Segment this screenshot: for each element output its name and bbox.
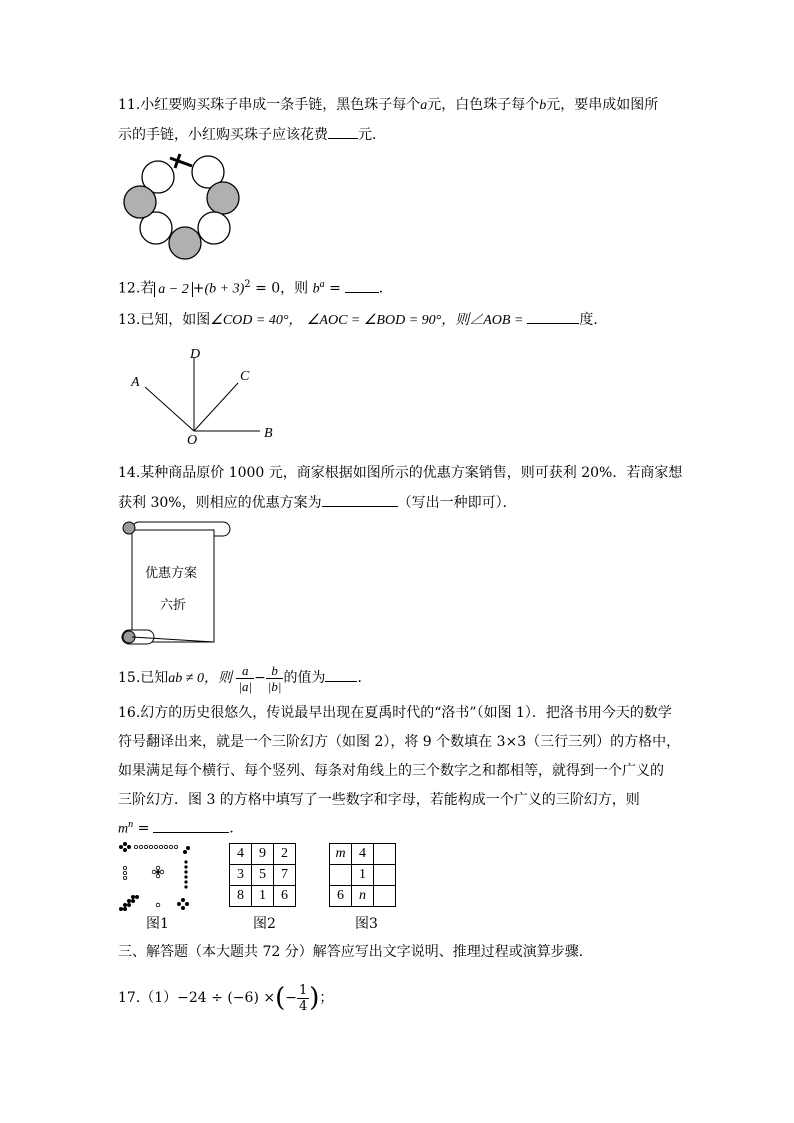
scroll-title: 优惠方案	[145, 566, 198, 581]
bead-black	[169, 227, 201, 259]
magic-square-fig3	[329, 843, 396, 907]
q14-text-2: 获利 30%，则相应的优惠方案为	[118, 495, 322, 511]
grid-cell: 2	[274, 844, 296, 865]
grid-cell: 6	[330, 886, 352, 907]
grid-cell: 8	[230, 886, 252, 907]
frac-sign: −	[285, 990, 297, 1006]
fraction-b: $\frac{b}{|b|}$	[267, 662, 282, 694]
q15-suffix-b: ．	[357, 670, 372, 686]
grid-cell: 6	[274, 886, 296, 907]
fraction-quarter: $\frac{1}{4}$	[298, 982, 308, 1014]
q17-suffix: ；	[319, 990, 334, 1006]
q13-line	[118, 309, 607, 331]
q17-prefix: 17.（1）	[118, 990, 178, 1006]
clasp-icon	[170, 154, 192, 168]
q11-text-d: 示的手链，小红购买珠子应该花费	[118, 127, 328, 143]
q11-line2	[118, 124, 386, 145]
var-b: b	[539, 98, 547, 113]
q11-text-c: 元，要串成如图所	[546, 97, 659, 113]
minus-sign: −	[254, 670, 266, 686]
q11-text-e: 元．	[358, 127, 386, 143]
right-paren: )	[309, 983, 320, 1013]
q16-line4: 三阶幻方．图 3 的方格中填写了一些数字和字母，若能构成一个广义的三阶幻方，则	[118, 792, 640, 808]
q16-line2: 符号翻译出来，就是一个三阶幻方（如图 2），将 9 个数填在 3×3（三行三列）的方格中，	[118, 734, 681, 750]
bead-black	[207, 182, 239, 214]
caption-fig1: 图1	[146, 916, 169, 932]
result-base: b	[312, 281, 320, 297]
grid-cell: 1	[252, 886, 274, 907]
grid-row	[330, 844, 396, 865]
q13-cond2: ∠AOC = ∠BOD = 90°，则	[306, 313, 470, 328]
luoshu-figure	[116, 842, 196, 912]
fraction-a: $\frac{a}{|a|}$	[238, 662, 253, 694]
left-paren: (	[275, 983, 286, 1013]
q16-line1: 16.幻方的历史很悠久，传说最早出现在夏禹时代的“洛书”（如图 1）．把洛书用今天的数学	[118, 705, 672, 721]
caption-fig3: 图3	[355, 916, 378, 932]
answer-blank[interactable]	[345, 278, 379, 293]
grid-cell	[374, 844, 396, 865]
bracelet-figure	[118, 150, 248, 262]
angle-figure	[126, 345, 286, 445]
exponent: 2	[244, 279, 251, 290]
ray-OA	[145, 387, 194, 431]
q15-cond: ab ≠ 0，则	[168, 671, 232, 686]
label-A: A	[131, 375, 140, 390]
q16-line5	[118, 815, 243, 840]
q12-prefix: 12.若	[118, 280, 155, 297]
answer-blank[interactable]	[322, 492, 398, 507]
answer-blank[interactable]	[325, 667, 357, 682]
grid-row	[330, 865, 396, 886]
answer-blank[interactable]	[527, 309, 579, 324]
grid-cell: 4	[352, 844, 374, 865]
abs-expression: a − 2	[154, 282, 192, 297]
grid-cell: 5	[252, 865, 274, 886]
var-a: a	[420, 98, 428, 113]
q14-text-1: 14.某种商品原价 1000 元，商家根据如图所示的优惠方案销售，则可获利 20%．若商家想	[118, 465, 683, 481]
grid-cell: m	[330, 844, 352, 865]
caption-fig2: 图2	[253, 916, 276, 932]
ask-eq: =	[137, 820, 150, 837]
grid-row	[330, 886, 396, 907]
q12-suffix: ．	[378, 280, 393, 297]
q13-prefix: 13.已知，如图	[118, 312, 211, 328]
grid-cell	[374, 865, 396, 886]
black-dots	[119, 842, 190, 911]
magic-square-fig2	[229, 843, 296, 907]
q15-prefix: 15.已知	[118, 670, 169, 686]
grid-row	[230, 865, 296, 886]
grid-cell: 1	[352, 865, 374, 886]
answer-blank[interactable]	[153, 818, 229, 833]
q14-text-3: （写出一种即可）．	[397, 495, 517, 511]
q17-expression: −24 ÷ (−6) ×	[177, 990, 276, 1006]
q11-text-b: 元，白色珠子每个	[427, 97, 540, 113]
grid-cell: 3	[230, 865, 252, 886]
q15-suffix: 的值为	[283, 670, 326, 686]
answer-blank[interactable]	[328, 124, 358, 139]
grid-cell	[374, 886, 396, 907]
q16-line3: 如果满足每个横行、每个竖列、每条对角线上的三个数字之和都相等，就得到一个广义的	[118, 763, 664, 779]
result-eq: =	[329, 280, 341, 297]
q12-line	[118, 275, 393, 300]
label-B: B	[264, 426, 273, 441]
q17-line	[118, 978, 333, 1018]
ask-base: m	[118, 821, 129, 837]
ask-exp: n	[128, 819, 134, 830]
grid-cell: 7	[274, 865, 296, 886]
grid-cell: n	[352, 886, 374, 907]
paren-expression: (b + 3)	[204, 281, 245, 297]
q11-text-a: 11.小红要购买珠子串成一条手链，黑色珠子每个	[118, 97, 421, 113]
discount-scroll	[118, 518, 236, 646]
q13-ask: ∠AOB =	[469, 313, 524, 328]
label-O: O	[187, 433, 198, 445]
label-D: D	[190, 347, 201, 362]
ray-OC	[194, 383, 238, 431]
plus-sign: +	[192, 280, 205, 297]
grid-row	[230, 886, 296, 907]
q11-line1	[118, 95, 658, 116]
scroll-text: 六折	[160, 598, 187, 613]
bead-black	[124, 186, 156, 218]
section-heading: 三、解答题（本大题共 72 分）解答应写出文字说明、推理过程或演算步骤．	[118, 944, 593, 960]
bead-white	[198, 212, 230, 244]
grid-cell: 9	[252, 844, 274, 865]
grid-row	[230, 844, 296, 865]
q13-cond1: ∠COD = 40°，	[210, 313, 303, 328]
q14-line1	[118, 463, 682, 483]
q16-suffix: ．	[229, 820, 244, 837]
grid-cell	[330, 865, 352, 886]
result-exp: a	[319, 279, 325, 290]
q12-eq: = 0，则	[255, 280, 309, 297]
q14-line2	[118, 492, 517, 513]
q13-suffix: 度．	[579, 312, 608, 328]
grid-cell: 4	[230, 844, 252, 865]
label-C: C	[240, 369, 250, 384]
q15-line	[118, 660, 371, 697]
